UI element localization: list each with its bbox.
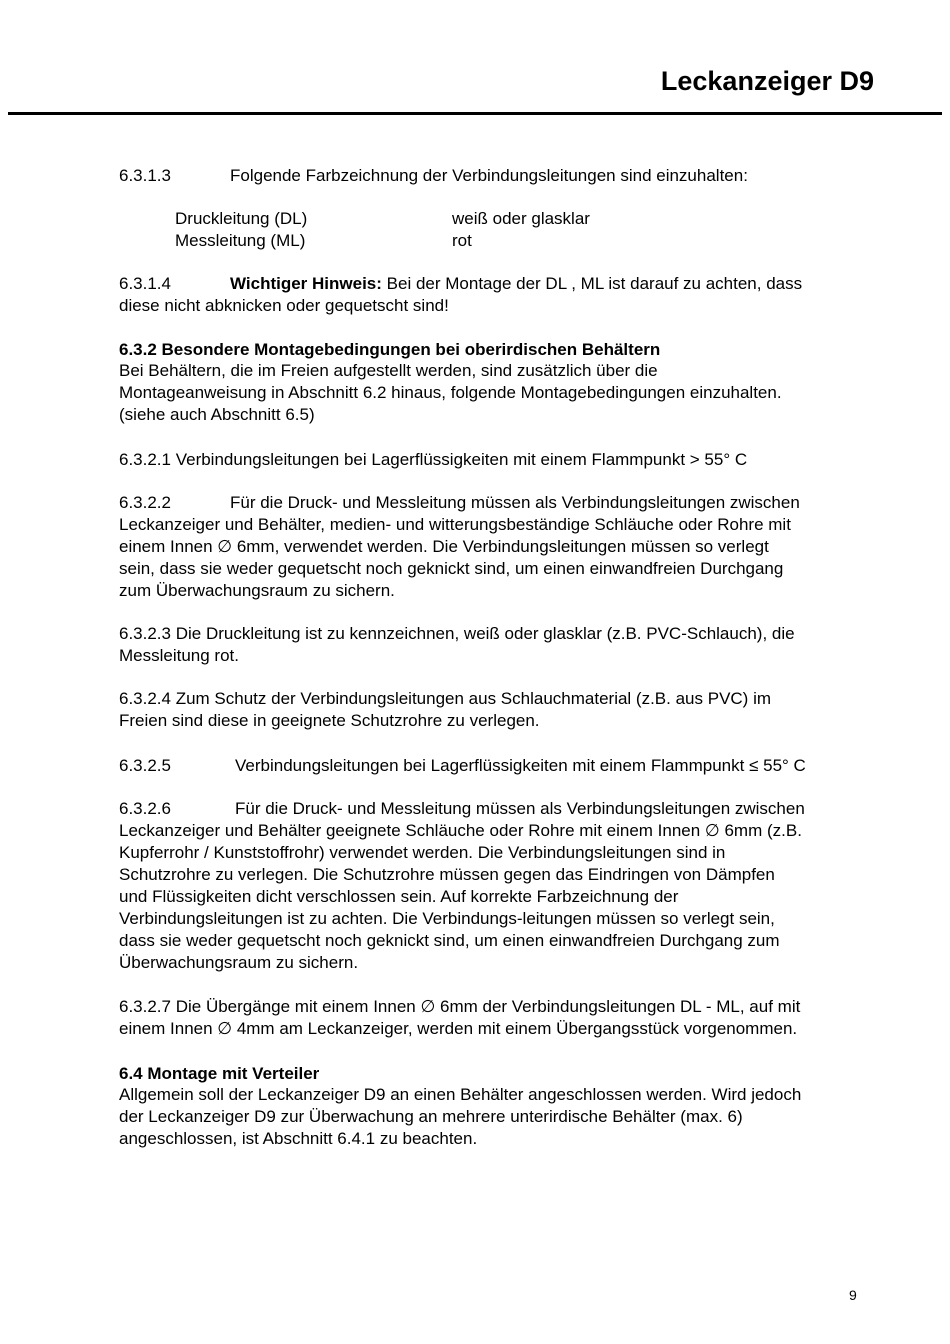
- section-heading: 6.3.2 Besondere Montagebedingungen bei oberirdischen Behältern: [119, 340, 661, 359]
- document-header-title: Leckanzeiger D9: [660, 66, 874, 96]
- paragraph-line: Für die Druck- und Messleitung müssen als Verbindungsleitungen zwischen: [235, 799, 805, 818]
- table-cell-color: weiß oder glasklar: [452, 209, 590, 228]
- paragraph-line: diese nicht abknicken oder gequetscht sind!: [119, 296, 449, 315]
- paragraph-line: Kupferrohr / Kunststoffrohr) verwendet werden. Die Verbindungsleitungen sind in: [119, 843, 726, 862]
- paragraph-line: Verbindungsleitungen bei Lagerflüssigkeiten mit einem Flammpunkt ≤ 55° C: [235, 756, 806, 775]
- paragraph-line: 6.3.2.1 Verbindungsleitungen bei Lagerflüssigkeiten mit einem Flammpunkt > 55° C: [119, 450, 748, 469]
- paragraph-line: einem Innen ∅ 6mm, verwendet werden. Die Verbindungsleitungen müssen so verlegt: [119, 537, 769, 556]
- paragraph-line: Allgemein soll der Leckanzeiger D9 an einen Behälter angeschlossen werden. Wird jedoch: [119, 1085, 802, 1104]
- table-cell-color: rot: [452, 231, 472, 250]
- paragraph-line: 6.3.2.7 Die Übergänge mit einem Innen ∅ 6mm der Verbindungsleitungen DL - ML, auf mit: [119, 997, 801, 1016]
- important-note-text: Bei der Montage der DL , ML ist darauf zu achten, dass: [386, 274, 803, 293]
- paragraph-line: Messleitung rot.: [119, 646, 239, 665]
- paragraph-line: Für die Druck- und Messleitung müssen als Verbindungsleitungen zwischen: [230, 493, 800, 512]
- header-divider: [8, 112, 942, 115]
- paragraph-line: sein, dass sie weder gequetscht noch geknickt sind, um einen einwandfreien Durchgang: [119, 559, 784, 578]
- paragraph-line: Leckanzeiger und Behälter geeignete Schläuche oder Rohre mit einem Innen ∅ 6mm (z.B.: [119, 821, 802, 840]
- paragraph-line: und Flüssigkeiten dicht verschlossen sein. Auf korrekte Farbzeichnung der: [119, 887, 679, 906]
- paragraph-line: 6.3.2.3 Die Druckleitung ist zu kennzeichnen, weiß oder glasklar (z.B. PVC-Schlauch), die: [119, 624, 795, 643]
- paragraph-line: einem Innen ∅ 4mm am Leckanzeiger, werden mit einem Übergangsstück vorgenommen.: [119, 1019, 798, 1038]
- paragraph-line: Überwachungsraum zu sichern.: [119, 953, 359, 972]
- section-number: 6.3.2.2: [119, 493, 171, 512]
- paragraph-line: Schutzrohre zu verlegen. Die Schutzrohre müssen gegen das Eindringen von Dämpfen: [119, 865, 775, 884]
- paragraph-line: Leckanzeiger und Behälter, medien- und witterungsbeständige Schläuche oder Rohre mit: [119, 515, 791, 534]
- table-cell-line: Messleitung (ML): [175, 231, 306, 250]
- paragraph-line: Bei Behältern, die im Freien aufgestellt werden, sind zusätzlich über die: [119, 361, 658, 380]
- table-cell-line: Druckleitung (DL): [175, 209, 308, 228]
- section-number: 6.3.1.4: [119, 274, 171, 293]
- section-number: 6.3.1.3: [119, 166, 171, 185]
- paragraph-line: Freien sind diese in geeignete Schutzrohre zu verlegen.: [119, 711, 540, 730]
- paragraph-line: [230, 273, 802, 295]
- important-note-label: Wichtiger Hinweis:: [230, 274, 382, 293]
- paragraph-line: dass sie weder gequetscht noch geknickt sind, um einen einwandfreien Durchgang zum: [119, 931, 780, 950]
- paragraph-line: zum Überwachungsraum zu sichern.: [119, 581, 395, 600]
- section-number: 6.3.2.5: [119, 756, 171, 775]
- section-heading: 6.4 Montage mit Verteiler: [119, 1064, 320, 1083]
- paragraph-line: 6.3.2.4 Zum Schutz der Verbindungsleitungen aus Schlauchmaterial (z.B. aus PVC) im: [119, 689, 772, 708]
- section-text: Folgende Farbzeichnung der Verbindungsleitungen sind einzuhalten:: [230, 166, 748, 185]
- paragraph-line: der Leckanzeiger D9 zur Überwachung an mehrere unterirdische Behälter (max. 6): [119, 1107, 743, 1126]
- paragraph-line: Montageanweisung in Abschnitt 6.2 hinaus, folgende Montagebedingungen einzuhalten.: [119, 383, 782, 402]
- paragraph-line: (siehe auch Abschnitt 6.5): [119, 405, 315, 424]
- paragraph-line: angeschlossen, ist Abschnitt 6.4.1 zu beachten.: [119, 1129, 478, 1148]
- section-number: 6.3.2.6: [119, 799, 171, 818]
- paragraph-line: Verbindungsleitungen ist zu achten. Die Verbindungs-leitungen müssen so verlegt sein,: [119, 909, 775, 928]
- page-number: 9: [849, 1287, 857, 1303]
